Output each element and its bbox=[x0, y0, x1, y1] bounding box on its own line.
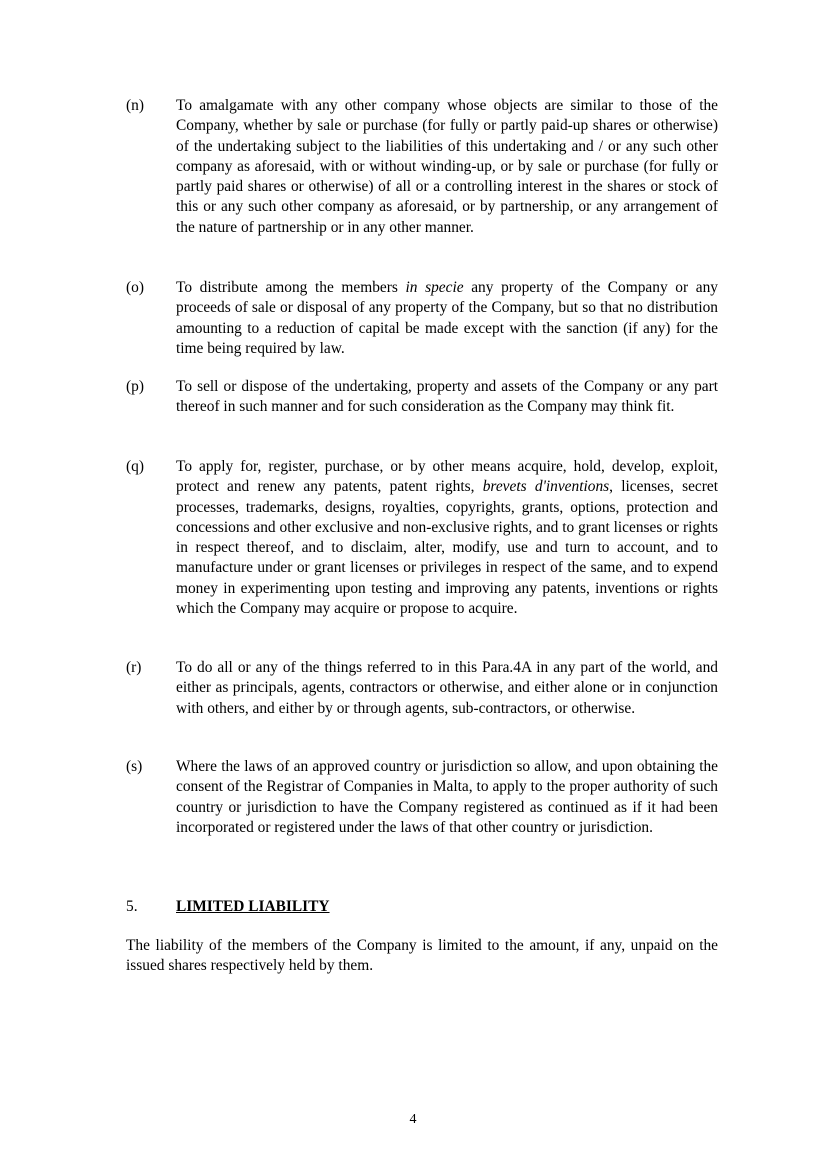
clause-s bbox=[126, 757, 718, 838]
section-body: The liability of the members of the Company is limited to the amount, if any, unpaid on the issued shares respectively held by them. bbox=[126, 937, 718, 975]
clause-text-part: To apply for, register, purchase, or by other means acquire, hold, develop, exploit, protect and renew any patents, patent rights, bbox=[176, 458, 718, 496]
clause-text bbox=[176, 278, 718, 359]
section-number: 5. bbox=[126, 898, 138, 915]
clause-text: To amalgamate with any other company whose objects are similar to those of the Company, whether by sale or purchase (for fully or partly paid-up shares or otherwise) of the undertaking subject to the liabilities of this undertaking and / or any such other company as aforesaid, with or without winding-up, or by sale or purchase (for fully or partly paid shares or otherwise) of all or a controlling interest in the shares or stock of this or any such other company as aforesaid, or by partnership, or any arrangement of the nature of partnership or in any other manner. bbox=[176, 97, 718, 236]
section-title: LIMITED LIABILITY bbox=[176, 898, 330, 915]
clause-text: To do all or any of the things referred to in this Para.4A in any part of the world, and either as principals, agents, contractors or otherwise, and either alone or in conjunction with others, and either by or through agents, sub-contractors, or otherwise. bbox=[176, 659, 718, 717]
clause-text bbox=[176, 457, 718, 619]
clause-o bbox=[126, 278, 718, 359]
clause-q bbox=[126, 457, 718, 619]
clause-p bbox=[126, 377, 718, 418]
clause-label: (o) bbox=[126, 279, 144, 296]
clause-text-part: , licenses, secret processes, trademarks, designs, royalties, copyrights, grants, options, protection and concessions and other exclusive and non-exclusive rights, and to grant licenses or rights in respect thereof, and to disclaim, alter, modify, use and turn to account, and to manufacture under or grant licenses or privileges in respect of the same, and to expend money in experimenting upon testing and improving any patents, inventions or rights which the Company may acquire or propose to acquire. bbox=[176, 478, 718, 618]
clause-text: To sell or dispose of the undertaking, property and assets of the Company or any part thereof in such manner and for such consideration as the Company may think fit. bbox=[176, 378, 718, 416]
page-number: 4 bbox=[409, 1112, 417, 1127]
clause-label: (n) bbox=[126, 97, 144, 114]
clause-text: Where the laws of an approved country or jurisdiction so allow, and upon obtaining the consent of the Registrar of Companies in Malta, to apply to the proper authority of such country or jurisdiction to have the Company registered as continued as if it had been incorporated or registered under the laws of that other country or jurisdiction. bbox=[176, 758, 718, 836]
clause-text-part: To distribute among the members bbox=[176, 279, 406, 296]
section-heading bbox=[126, 897, 330, 917]
clause-text-italic: brevets d'inventions bbox=[482, 478, 610, 496]
clause-r bbox=[126, 658, 718, 719]
clause-label: (s) bbox=[126, 758, 143, 775]
clause-text-italic: in specie bbox=[405, 279, 464, 296]
clause-label: (r) bbox=[126, 659, 142, 676]
clause-label: (q) bbox=[126, 458, 144, 475]
clause-text-part: any property of the Company or any proceeds of sale or disposal of any property of the Company, but so that no distribution amounting to a reduction of capital be made except with the sanction (if any) for the time being required by law. bbox=[176, 279, 718, 357]
clause-label: (p) bbox=[126, 378, 144, 395]
clause-n bbox=[126, 96, 718, 238]
